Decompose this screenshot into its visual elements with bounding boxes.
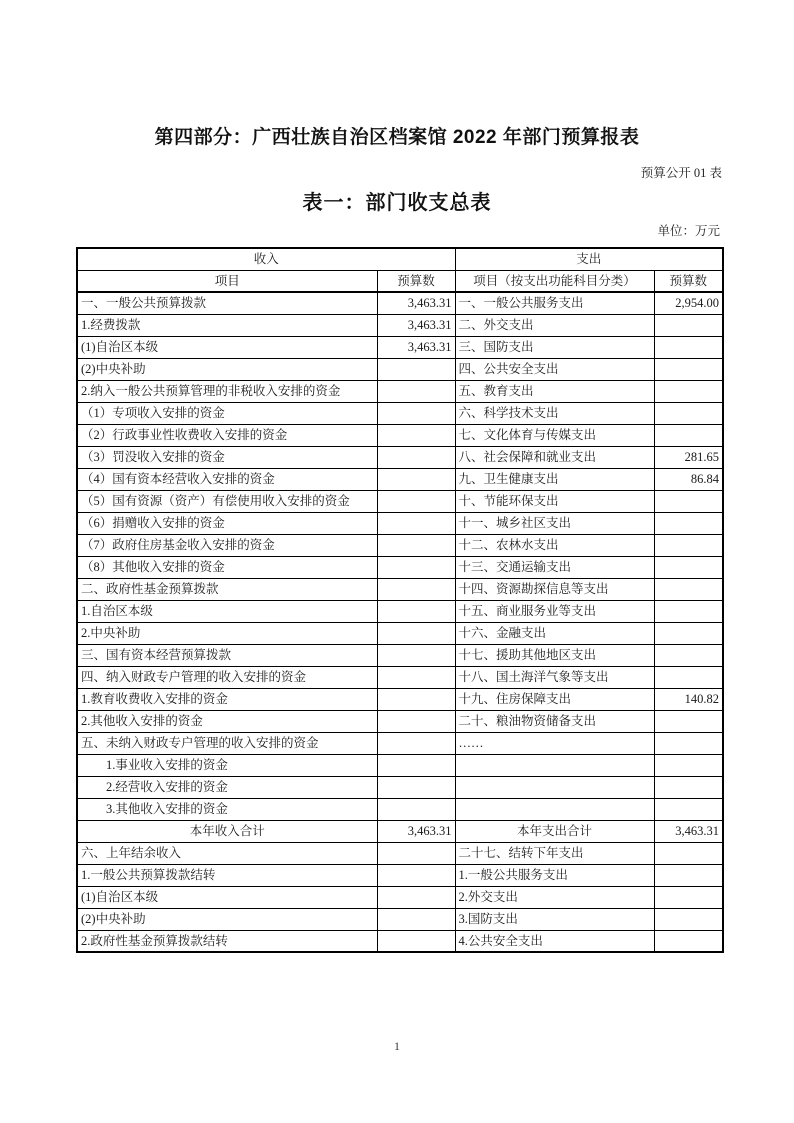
expenditure-item-cell: 4.公共安全支出 xyxy=(455,930,654,952)
income-item-cell: (2)中央补助 xyxy=(77,358,377,380)
income-item-header: 项目 xyxy=(77,270,377,292)
expenditure-item-cell: 十、节能环保支出 xyxy=(455,490,654,512)
table-header xyxy=(77,248,723,292)
income-value-cell xyxy=(377,380,455,402)
income-value-cell xyxy=(377,556,455,578)
expenditure-item-header: 项目（按支出功能科目分类） xyxy=(455,270,654,292)
expenditure-value-cell xyxy=(654,886,723,908)
income-value-cell xyxy=(377,908,455,930)
income-item-cell: （2）行政事业性收费收入安排的资金 xyxy=(77,424,377,446)
expenditure-item-cell xyxy=(455,754,654,776)
expenditure-item-cell: 二十、粮油物资储备支出 xyxy=(455,710,654,732)
income-item-cell: 1.教育收费收入安排的资金 xyxy=(77,688,377,710)
expenditure-item-cell: 十一、城乡社区支出 xyxy=(455,512,654,534)
expenditure-item-cell: 八、社会保障和就业支出 xyxy=(455,446,654,468)
income-item-cell: 2.政府性基金预算拨款结转 xyxy=(77,930,377,952)
income-item-cell: 四、纳入财政专户管理的收入安排的资金 xyxy=(77,666,377,688)
income-value-cell xyxy=(377,710,455,732)
table-row xyxy=(77,732,723,754)
income-item-cell: (1)自治区本级 xyxy=(77,886,377,908)
income-item-cell: （3）罚没收入安排的资金 xyxy=(77,446,377,468)
expenditure-item-cell: 2.外交支出 xyxy=(455,886,654,908)
table-row xyxy=(77,578,723,600)
income-item-cell: （7）政府住房基金收入安排的资金 xyxy=(77,534,377,556)
expenditure-item-cell: …… xyxy=(455,732,654,754)
expenditure-item-cell: 三、国防支出 xyxy=(455,336,654,358)
income-value-cell: 3,463.31 xyxy=(377,820,455,842)
form-number-label: 预算公开 01 表 xyxy=(640,166,722,180)
expenditure-value-cell xyxy=(654,622,723,644)
income-item-cell: 1.一般公共预算拨款结转 xyxy=(77,864,377,886)
expenditure-item-cell: 1.一般公共服务支出 xyxy=(455,864,654,886)
expenditure-item-cell: 九、卫生健康支出 xyxy=(455,468,654,490)
table-row xyxy=(77,424,723,446)
expenditure-value-cell xyxy=(654,314,723,336)
table-row xyxy=(77,798,723,820)
income-value-cell xyxy=(377,930,455,952)
income-item-cell: （8）其他收入安排的资金 xyxy=(77,556,377,578)
expenditure-group-header: 支出 xyxy=(455,248,723,270)
expenditure-item-cell: 十二、农林水支出 xyxy=(455,534,654,556)
expenditure-value-cell xyxy=(654,402,723,424)
table-row xyxy=(77,776,723,798)
table-row xyxy=(77,380,723,402)
expenditure-item-cell xyxy=(455,776,654,798)
table-row xyxy=(77,446,723,468)
income-item-cell: （4）国有资本经营收入安排的资金 xyxy=(77,468,377,490)
expenditure-item-cell: 十七、援助其他地区支出 xyxy=(455,644,654,666)
expenditure-item-cell: 十五、商业服务业等支出 xyxy=(455,600,654,622)
budget-table-body xyxy=(77,292,723,952)
income-item-cell: 1.事业收入安排的资金 xyxy=(77,754,377,776)
income-value-cell xyxy=(377,534,455,556)
table-row xyxy=(77,754,723,776)
unit-label: 单位：万元 xyxy=(657,224,720,238)
expenditure-value-cell xyxy=(654,864,723,886)
expenditure-item-cell: 五、教育支出 xyxy=(455,380,654,402)
expenditure-value-cell xyxy=(654,776,723,798)
income-item-cell: 3.其他收入安排的资金 xyxy=(77,798,377,820)
expenditure-value-cell xyxy=(654,336,723,358)
income-item-cell: 一、一般公共预算拨款 xyxy=(77,292,377,314)
expenditure-value-cell xyxy=(654,424,723,446)
income-value-cell xyxy=(377,402,455,424)
expenditure-value-cell xyxy=(654,534,723,556)
income-value-cell xyxy=(377,776,455,798)
expenditure-value-cell xyxy=(654,710,723,732)
expenditure-value-cell xyxy=(654,754,723,776)
expenditure-value-cell xyxy=(654,644,723,666)
income-item-cell: 五、未纳入财政专户管理的收入安排的资金 xyxy=(77,732,377,754)
expenditure-value-cell xyxy=(654,732,723,754)
expenditure-value-cell xyxy=(654,842,723,864)
income-item-cell: （5）国有资源（资产）有偿使用收入安排的资金 xyxy=(77,490,377,512)
table-row xyxy=(77,710,723,732)
expenditure-item-cell: 七、文化体育与传媒支出 xyxy=(455,424,654,446)
income-item-cell: 六、上年结余收入 xyxy=(77,842,377,864)
table-row xyxy=(77,490,723,512)
income-value-cell: 3,463.31 xyxy=(377,336,455,358)
expenditure-value-cell xyxy=(654,512,723,534)
income-value-cell xyxy=(377,688,455,710)
income-value-cell xyxy=(377,886,455,908)
expenditure-value-cell: 3,463.31 xyxy=(654,820,723,842)
income-value-cell: 3,463.31 xyxy=(377,314,455,336)
income-value-cell xyxy=(377,512,455,534)
table-row xyxy=(77,864,723,886)
income-item-cell: (1)自治区本级 xyxy=(77,336,377,358)
expenditure-item-cell: 十四、资源勘探信息等支出 xyxy=(455,578,654,600)
table-row xyxy=(77,336,723,358)
income-value-cell xyxy=(377,358,455,380)
table-row xyxy=(77,644,723,666)
expenditure-value-cell xyxy=(654,358,723,380)
income-item-cell: 二、政府性基金预算拨款 xyxy=(77,578,377,600)
table-row xyxy=(77,666,723,688)
table-row xyxy=(77,512,723,534)
income-value-cell xyxy=(377,644,455,666)
table-row xyxy=(77,468,723,490)
expenditure-item-cell: 四、公共安全支出 xyxy=(455,358,654,380)
income-item-cell: （6）捐赠收入安排的资金 xyxy=(77,512,377,534)
expenditure-item-cell xyxy=(455,798,654,820)
table-row xyxy=(77,556,723,578)
income-item-cell: 2.经营收入安排的资金 xyxy=(77,776,377,798)
income-value-cell xyxy=(377,578,455,600)
expenditure-value-cell: 140.82 xyxy=(654,688,723,710)
expenditure-value-cell xyxy=(654,490,723,512)
table-row xyxy=(77,908,723,930)
income-value-cell xyxy=(377,666,455,688)
income-item-cell: 2.中央补助 xyxy=(77,622,377,644)
expenditure-item-cell: 一、一般公共服务支出 xyxy=(455,292,654,314)
expenditure-value-cell xyxy=(654,908,723,930)
expenditure-item-cell: 3.国防支出 xyxy=(455,908,654,930)
expenditure-value-cell xyxy=(654,798,723,820)
column-header-row xyxy=(77,270,723,292)
income-value-cell xyxy=(377,798,455,820)
budget-summary-table xyxy=(76,247,724,953)
income-item-cell: 本年收入合计 xyxy=(77,820,377,842)
expenditure-value-cell xyxy=(654,578,723,600)
income-item-cell: 1.经费拨款 xyxy=(77,314,377,336)
income-item-cell: 1.自治区本级 xyxy=(77,600,377,622)
table-title: 表一：部门收支总表 xyxy=(302,192,492,214)
expenditure-item-cell: 十八、国土海洋气象等支出 xyxy=(455,666,654,688)
income-value-cell xyxy=(377,446,455,468)
table-row xyxy=(77,886,723,908)
income-value-cell xyxy=(377,864,455,886)
table-row xyxy=(77,600,723,622)
income-value-cell xyxy=(377,424,455,446)
expenditure-item-cell: 六、科学技术支出 xyxy=(455,402,654,424)
table-row xyxy=(77,314,723,336)
expenditure-item-cell: 十三、交通运输支出 xyxy=(455,556,654,578)
table-row xyxy=(77,842,723,864)
expenditure-item-cell: 十九、住房保障支出 xyxy=(455,688,654,710)
expenditure-value-cell xyxy=(654,556,723,578)
table-row xyxy=(77,358,723,380)
table-row xyxy=(77,402,723,424)
table-row xyxy=(77,292,723,314)
income-value-cell: 3,463.31 xyxy=(377,292,455,314)
income-value-cell xyxy=(377,490,455,512)
expenditure-item-cell: 二十七、结转下年支出 xyxy=(455,842,654,864)
expenditure-value-cell: 281.65 xyxy=(654,446,723,468)
income-item-cell: 2.其他收入安排的资金 xyxy=(77,710,377,732)
income-item-cell: (2)中央补助 xyxy=(77,908,377,930)
total-row xyxy=(77,820,723,842)
income-value-cell xyxy=(377,468,455,490)
page-number: 1 xyxy=(394,1041,400,1053)
table-row xyxy=(77,622,723,644)
income-value-cell xyxy=(377,622,455,644)
expenditure-value-cell: 86.84 xyxy=(654,468,723,490)
document-title: 第四部分：广西壮族自治区档案馆 2022 年部门预算报表 xyxy=(154,127,640,148)
expenditure-value-cell xyxy=(654,930,723,952)
income-item-cell: 三、国有资本经营预算拨款 xyxy=(77,644,377,666)
expenditure-item-cell: 本年支出合计 xyxy=(455,820,654,842)
income-group-header: 收入 xyxy=(77,248,455,270)
expenditure-item-cell: 十六、金融支出 xyxy=(455,622,654,644)
table-row xyxy=(77,930,723,952)
income-value-cell xyxy=(377,754,455,776)
group-header-row xyxy=(77,248,723,270)
income-item-cell: （1）专项收入安排的资金 xyxy=(77,402,377,424)
expenditure-value-cell: 2,954.00 xyxy=(654,292,723,314)
table-row xyxy=(77,534,723,556)
income-budget-header: 预算数 xyxy=(377,270,455,292)
table-row xyxy=(77,688,723,710)
income-value-cell xyxy=(377,600,455,622)
expenditure-value-cell xyxy=(654,600,723,622)
expenditure-item-cell: 二、外交支出 xyxy=(455,314,654,336)
income-value-cell xyxy=(377,842,455,864)
income-value-cell xyxy=(377,732,455,754)
expenditure-value-cell xyxy=(654,380,723,402)
expenditure-value-cell xyxy=(654,666,723,688)
income-item-cell: 2.纳入一般公共预算管理的非税收入安排的资金 xyxy=(77,380,377,402)
expenditure-budget-header: 预算数 xyxy=(654,270,723,292)
